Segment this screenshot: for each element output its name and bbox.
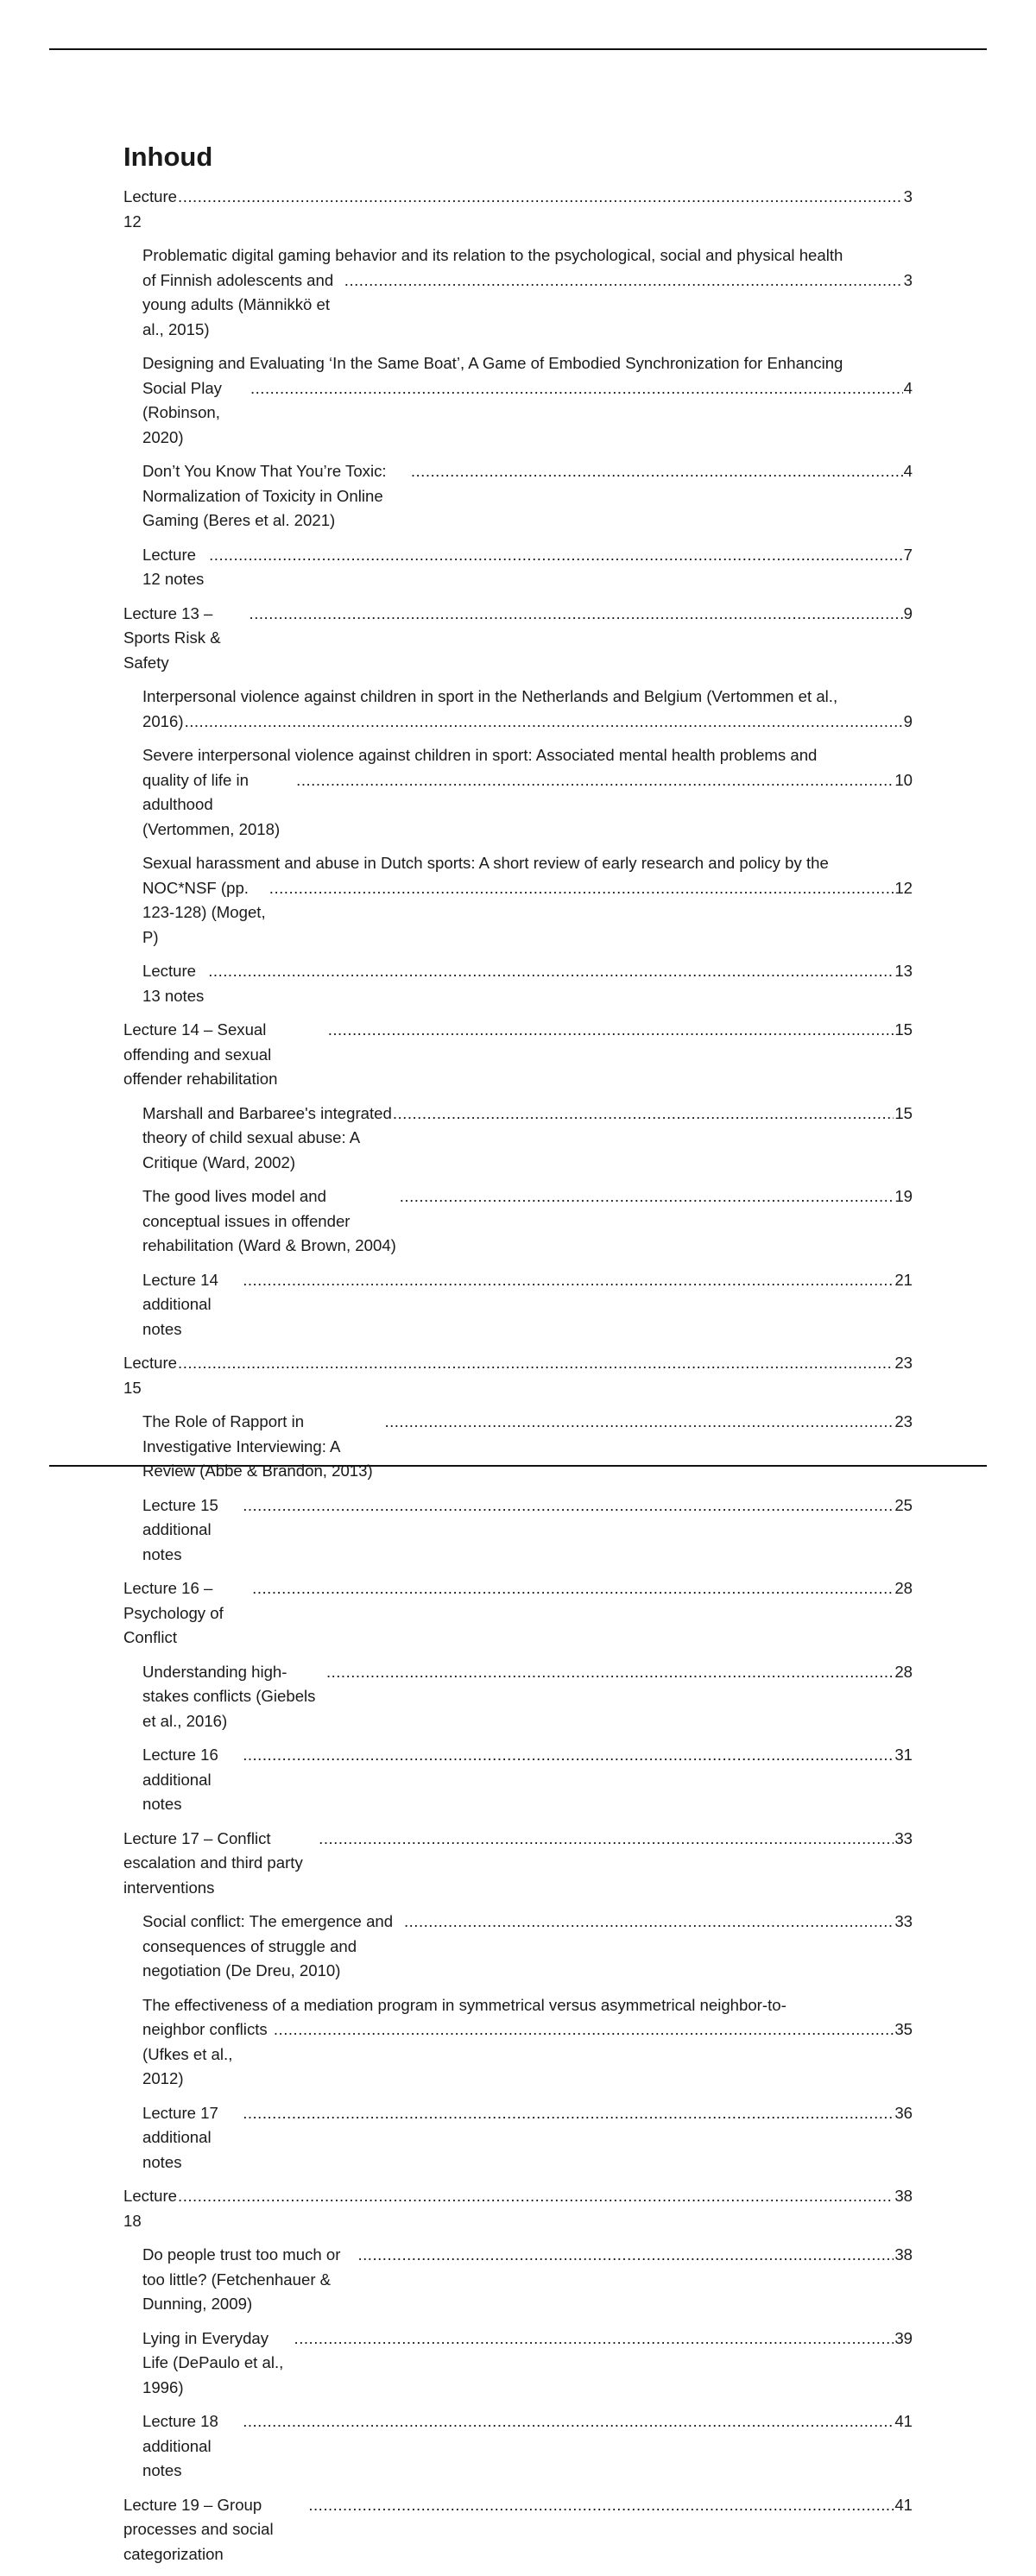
dot-leader xyxy=(178,2184,894,2209)
toc-entry-text: Lecture 12 notes xyxy=(142,545,205,588)
toc-page-number: 41 xyxy=(894,2495,913,2514)
toc-entry-section[interactable] xyxy=(123,1660,913,1734)
toc-entry-text: Designing and Evaluating ‘In the Same Boat’, A Game of Embodied Synchronization for Enhancing xyxy=(142,354,843,372)
toc-page-number: 3 xyxy=(903,187,913,205)
toc-entry-section[interactable] xyxy=(123,959,913,1008)
toc-page-number: 28 xyxy=(894,1662,913,1681)
toc-page-number: 10 xyxy=(894,770,913,789)
dot-leader xyxy=(326,1660,894,1685)
toc-entry-section[interactable] xyxy=(123,2101,913,2175)
toc-entry-text: Lecture 18 additional notes xyxy=(142,2412,218,2479)
toc-entry-text: Lecture 18 xyxy=(123,2187,178,2230)
toc-entry-text: Lecture 17 – Conflict escalation and third party interventions xyxy=(123,1828,303,1897)
toc-entry-chapter[interactable] xyxy=(123,2493,913,2567)
dot-leader xyxy=(243,2101,894,2126)
dot-leader xyxy=(296,768,894,793)
toc-entry-text: Do people trust too much or too little? (Fetchenhauer & Dunning, 2009) xyxy=(142,2245,341,2313)
toc-entry-section[interactable] xyxy=(123,2327,913,2401)
toc-page-number: 38 xyxy=(894,2187,913,2205)
toc-page-number: 19 xyxy=(894,1187,913,1205)
toc-entry-text: Lecture 16 – Psychology of Conflict xyxy=(123,1579,224,1646)
toc-page-number: 33 xyxy=(894,1828,913,1847)
dot-leader xyxy=(384,1410,894,1435)
toc-entry-text: Lecture 12 xyxy=(123,187,178,230)
toc-page-number: 3 xyxy=(903,270,913,289)
toc-entry-text: Social Play (Robinson, 2020) xyxy=(142,378,222,446)
dot-leader xyxy=(252,1576,894,1601)
toc-page-number: 41 xyxy=(894,2412,913,2430)
dot-leader xyxy=(208,959,894,984)
toc-page-number: 36 xyxy=(894,2103,913,2122)
dot-leader xyxy=(411,459,903,484)
toc-entry-section[interactable] xyxy=(123,685,913,734)
toc-entry-text: Lecture 16 additional notes xyxy=(142,1746,218,1813)
toc-entry-section[interactable] xyxy=(123,1410,913,1484)
toc-page-number: 23 xyxy=(894,1354,913,1372)
toc-entry-section[interactable] xyxy=(123,1268,913,1342)
toc-title: Inhoud xyxy=(123,142,213,172)
toc-entry-text: of Finnish adolescents and young adults (Männikkö et al., 2015) xyxy=(142,270,334,338)
toc-entry-section[interactable] xyxy=(123,351,913,450)
toc-entry-text: Sexual harassment and abuse in Dutch sports: A short review of early research and policy by the xyxy=(142,854,829,872)
toc-entry-text: 2016) xyxy=(142,711,184,730)
toc-page-number: 7 xyxy=(903,545,913,564)
dot-leader xyxy=(243,1493,894,1518)
toc-entry-chapter[interactable] xyxy=(123,602,913,676)
toc-entry-section[interactable] xyxy=(123,1993,913,2092)
dot-leader xyxy=(294,2327,894,2352)
toc-page-number: 4 xyxy=(903,462,913,480)
toc-entry-text: Lecture 14 additional notes xyxy=(142,1270,218,1338)
dot-leader xyxy=(250,376,903,401)
toc-entry-text: Lecture 15 xyxy=(123,1354,178,1397)
dot-leader xyxy=(328,1018,894,1043)
toc-page-number: 25 xyxy=(894,1495,913,1514)
toc-entry-chapter[interactable] xyxy=(123,1351,913,1400)
toc-entry-text: neighbor conflicts (Ufkes et al., 2012) xyxy=(142,2020,268,2087)
toc-entry-section[interactable] xyxy=(123,1743,913,1817)
dot-leader xyxy=(357,2243,894,2268)
toc-entry-section[interactable] xyxy=(123,459,913,534)
dot-leader xyxy=(344,268,903,294)
dot-leader xyxy=(243,1743,894,1768)
toc-page-number: 39 xyxy=(894,2328,913,2347)
toc-entry-chapter[interactable] xyxy=(123,185,913,234)
toc-entry-text: Lecture 19 – Group processes and social categorization xyxy=(123,2495,274,2563)
toc-page-number: 31 xyxy=(894,1746,913,1764)
toc-entry-text: Social conflict: The emergence and consequences of struggle and negotiation (De Dreu, 2010) xyxy=(142,1912,394,1979)
toc-entry-text: The good lives model and conceptual issues in offender rehabilitation (Ward & Brown, 2004) xyxy=(142,1187,396,1254)
dot-leader xyxy=(250,602,903,627)
toc-entry-section[interactable] xyxy=(123,1102,913,1176)
toc-page-number: 15 xyxy=(894,1103,913,1122)
toc-entry-text: Don’t You Know That You’re Toxic: Normalization of Toxicity in Online Gaming (Beres et al. 2021) xyxy=(142,462,387,529)
toc-entry-section[interactable] xyxy=(123,243,913,342)
toc-entry-text: The effectiveness of a mediation program in symmetrical versus asymmetrical neighbor-to- xyxy=(142,1995,786,2014)
toc-entry-text: NOC*NSF (pp. 123-128) (Moget, P) xyxy=(142,878,266,946)
toc-page-number: 9 xyxy=(903,711,913,730)
dot-leader xyxy=(243,2409,894,2434)
toc-entry-text: Lecture 13 – Sports Risk & Safety xyxy=(123,603,221,672)
toc-entry-section[interactable] xyxy=(123,743,913,842)
toc-entry-text: Lecture 13 notes xyxy=(142,962,205,1005)
toc-entry-chapter[interactable] xyxy=(123,1827,913,1901)
dot-leader xyxy=(274,2017,894,2042)
toc-entry-chapter[interactable] xyxy=(123,2184,913,2233)
toc-entry-text: Lecture 14 – Sexual offending and sexual offender rehabilitation xyxy=(123,1020,278,1088)
toc-entry-text: Lecture 17 additional notes xyxy=(142,2103,218,2171)
toc-page-number: 9 xyxy=(903,603,913,622)
toc-entry-text: Lying in Everyday Life (DePaulo et al., 1996) xyxy=(142,2328,284,2396)
toc-entry-section[interactable] xyxy=(123,2409,913,2484)
toc-page-number: 23 xyxy=(894,1412,913,1430)
toc-entry-text: Severe interpersonal violence against children in sport: Associated mental health problems and xyxy=(142,746,818,764)
toc-entry-text: Problematic digital gaming behavior and its relation to the psychological, social and physical health xyxy=(142,246,843,264)
toc-entry-section[interactable] xyxy=(123,851,913,950)
dot-leader xyxy=(178,1351,894,1376)
table-of-contents xyxy=(123,140,913,2576)
toc-entry-section[interactable] xyxy=(123,1493,913,1568)
dot-leader xyxy=(393,1102,894,1127)
toc-entry-chapter[interactable] xyxy=(123,1576,913,1651)
toc-list xyxy=(123,185,913,2567)
dot-leader xyxy=(185,710,903,735)
header-rule xyxy=(49,48,987,50)
dot-leader xyxy=(178,185,903,210)
toc-entry-chapter[interactable] xyxy=(123,1018,913,1092)
toc-entry-section[interactable] xyxy=(123,543,913,592)
toc-page-number: 33 xyxy=(894,1912,913,1930)
toc-entry-text: Marshall and Barbaree's integrated theory of child sexual abuse: A Critique (Ward, 2002) xyxy=(142,1103,392,1171)
dot-leader xyxy=(269,876,894,901)
toc-entry-text: Lecture 15 additional notes xyxy=(142,1495,218,1563)
footer-rule xyxy=(49,1465,987,1467)
toc-page-number: 12 xyxy=(894,878,913,897)
dot-leader xyxy=(209,543,903,568)
dot-leader xyxy=(308,2493,894,2518)
toc-entry-section[interactable] xyxy=(123,2243,913,2317)
toc-entry-section[interactable] xyxy=(123,1184,913,1259)
dot-leader xyxy=(404,1910,894,1935)
toc-page-number: 35 xyxy=(894,2020,913,2038)
toc-entry-text: Understanding high-stakes conflicts (Giebels et al., 2016) xyxy=(142,1662,316,1730)
dot-leader xyxy=(243,1268,894,1293)
toc-entry-section[interactable] xyxy=(123,1910,913,1984)
toc-entry-text: The Role of Rapport in Investigative Interviewing: A Review (Abbe & Brandon, 2013) xyxy=(142,1412,373,1480)
dot-leader xyxy=(400,1184,894,1209)
dot-leader xyxy=(319,1827,894,1852)
toc-page-number: 13 xyxy=(894,962,913,980)
toc-page-number: 28 xyxy=(894,1579,913,1597)
toc-entry-text: quality of life in adulthood (Vertommen, 2018) xyxy=(142,770,281,838)
toc-page-number: 21 xyxy=(894,1270,913,1289)
toc-entry-text: Interpersonal violence against children in sport in the Netherlands and Belgium (Vertommen et al., xyxy=(142,687,838,705)
toc-page-number: 4 xyxy=(903,378,913,397)
toc-page-number: 38 xyxy=(894,2245,913,2263)
toc-page-number: 15 xyxy=(894,1020,913,1039)
